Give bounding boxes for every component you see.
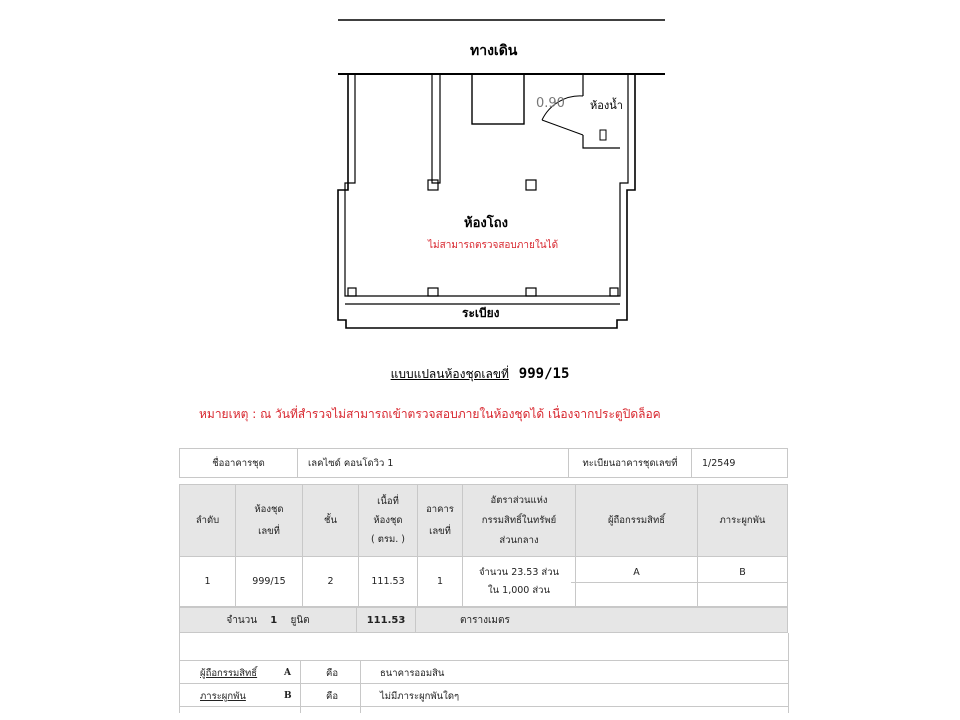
header-unit-line2: เลขที่ bbox=[258, 525, 280, 537]
header-ratio bbox=[463, 485, 576, 557]
balcony-label: ระเบียง bbox=[462, 306, 500, 320]
registration-value: 1/2549 bbox=[692, 449, 788, 478]
footer-enc-value: ไม่มีภาระผูกพันใดๆ bbox=[380, 691, 460, 702]
footer-grid-line bbox=[179, 683, 788, 684]
cell-floor: 2 bbox=[303, 557, 359, 607]
column bbox=[348, 288, 356, 296]
summary-table bbox=[179, 607, 788, 633]
header-area-line2: ห้องชุด bbox=[373, 515, 403, 526]
footer-grid-line bbox=[179, 660, 788, 661]
plan-title bbox=[0, 365, 960, 384]
plan-title-unit-no: 999/15 bbox=[518, 366, 570, 382]
plan-title-text: แบบแปลนห้องชุดเลขที่ bbox=[390, 367, 509, 381]
header-area-line3: ( ตรม. ) bbox=[370, 534, 405, 545]
summary-count-value: 1 bbox=[270, 614, 278, 626]
cell-ratio-line2: ใน 1,000 ส่วน bbox=[488, 584, 550, 596]
building-info-table bbox=[179, 448, 788, 478]
walkway-label: ทางเดิน bbox=[470, 43, 518, 59]
header-ratio-line3: ส่วนกลาง bbox=[499, 534, 539, 546]
summary-count bbox=[180, 608, 357, 633]
cell-unit-no: 999/15 bbox=[236, 557, 303, 607]
header-area bbox=[359, 485, 418, 557]
summary-total-area: 111.53 bbox=[357, 608, 416, 633]
footer-owner-label: ผู้ถือกรรมสิทธิ์ bbox=[200, 668, 258, 679]
header-unit-line1: ห้องชุด bbox=[254, 503, 284, 515]
owner-cell-divider bbox=[571, 582, 788, 583]
footer-owner-is: คือ bbox=[326, 668, 339, 679]
cell-building-no: 1 bbox=[418, 557, 463, 607]
summary-area-unit: ตารางเมตร bbox=[460, 608, 788, 633]
column bbox=[428, 180, 438, 190]
footer-grid-line bbox=[179, 633, 180, 713]
cell-ratio-line1: จำนวน 23.53 ส่วน bbox=[478, 566, 560, 578]
header-ratio-line1: อัตราส่วนแห่ง bbox=[490, 494, 548, 506]
unit-inner-wall bbox=[345, 74, 628, 296]
footer-owner-value: ธนาคารออมสิน bbox=[380, 668, 445, 679]
header-seq: ลำดับ bbox=[180, 485, 236, 557]
summary-unit-label: ยูนิต bbox=[290, 614, 310, 626]
footer-enc-label: ภาระผูกพัน bbox=[200, 691, 246, 702]
cell-owner: A bbox=[576, 557, 698, 607]
header-encumbrance: ภาระผูกพัน bbox=[698, 485, 788, 557]
entry-partition bbox=[432, 74, 440, 183]
header-floor: ชั้น bbox=[303, 485, 359, 557]
registration-label: ทะเบียนอาคารชุดเลขที่ bbox=[569, 449, 692, 478]
storage-box bbox=[472, 74, 524, 124]
footer-grid-line bbox=[360, 660, 361, 713]
footer-grid-line bbox=[300, 660, 301, 713]
header-building-line1: อาคาร bbox=[426, 503, 454, 515]
dimension-label: 0.90 bbox=[536, 96, 565, 111]
building-name-value: เลคไซด์ คอนโดวิว 1 bbox=[298, 449, 569, 478]
summary-count-label: จำนวน bbox=[226, 614, 258, 626]
cell-encumbrance: B bbox=[698, 557, 788, 607]
header-building-line2: เลขที่ bbox=[429, 525, 451, 537]
header-building bbox=[418, 485, 463, 557]
column bbox=[428, 288, 438, 296]
footer-owner-code: A bbox=[284, 668, 291, 678]
header-area-line1: เนื้อที่ bbox=[377, 496, 399, 507]
hall-label: ห้องโถง bbox=[464, 216, 508, 231]
cell-ratio bbox=[463, 557, 576, 607]
footer-grid-line bbox=[788, 633, 789, 713]
cell-seq: 1 bbox=[180, 557, 236, 607]
cell-area: 111.53 bbox=[359, 557, 418, 607]
bathroom-label: ห้องน้ำ bbox=[590, 99, 623, 112]
remark-note: หมายเหตุ : ณ วันที่สำรวจไม่สามารถเข้าตรวจสอบภายในห้องชุดได้ เนื่องจากประตูปิดล็อค bbox=[199, 407, 661, 421]
column bbox=[526, 288, 536, 296]
building-name-label: ชื่ออาคารชุด bbox=[180, 449, 298, 478]
footer-grid-line bbox=[179, 706, 788, 707]
footer-enc-code: B bbox=[284, 691, 292, 701]
header-owner: ผู้ถือกรรมสิทธิ์ bbox=[576, 485, 698, 557]
header-unit bbox=[236, 485, 303, 557]
column bbox=[610, 288, 618, 296]
footer-enc-is: คือ bbox=[326, 691, 339, 702]
column bbox=[526, 180, 536, 190]
bathroom-fixture bbox=[600, 130, 606, 140]
hall-note: ไม่สามารถตรวจสอบภายในได้ bbox=[428, 240, 559, 251]
unit-table bbox=[179, 484, 788, 607]
header-ratio-line2: กรรมสิทธิ์ในทรัพย์ bbox=[481, 514, 557, 526]
